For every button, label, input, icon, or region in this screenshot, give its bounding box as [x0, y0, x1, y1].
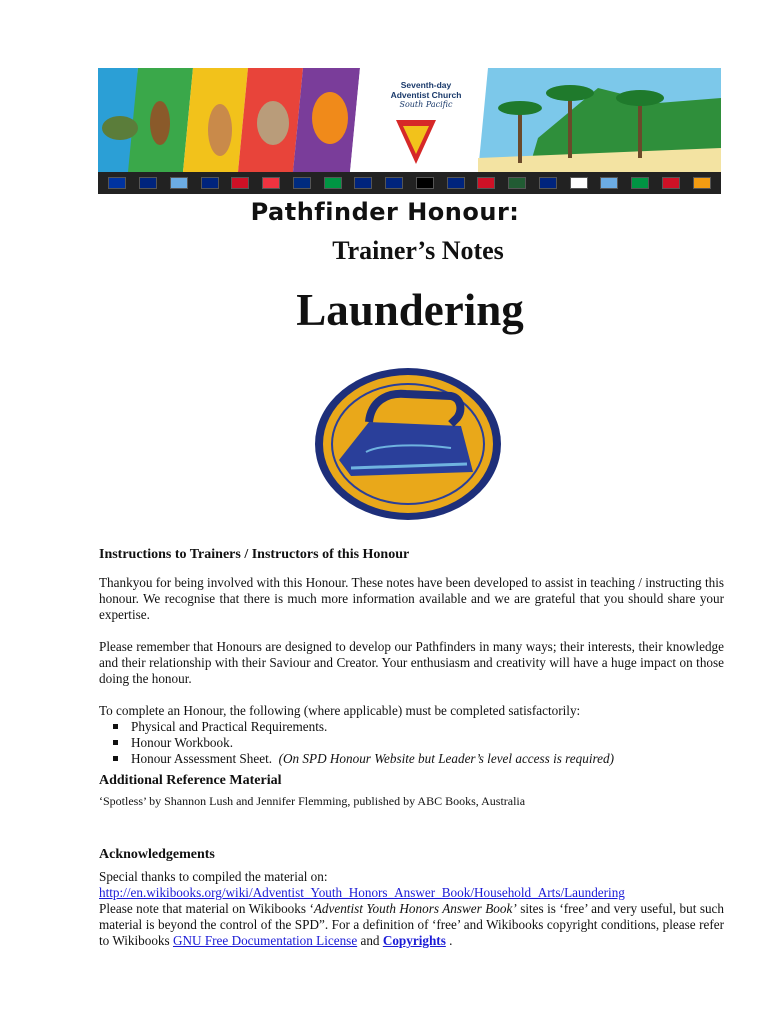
instructions-para-3: To complete an Honour, the following (where applicable) must be completed satisfactorily: — [99, 703, 581, 718]
flag-icon — [293, 177, 311, 189]
instructions-heading: Instructions to Trainers / Instructors of this Honour — [99, 547, 410, 562]
flag-icon — [201, 177, 219, 189]
flag-icon — [693, 177, 711, 189]
note-text-start: Please note that material on Wikibooks ‘ — [99, 901, 314, 916]
flag-icon — [262, 177, 280, 189]
instructions-para-2: Please remember that Honours are designed to develop our Pathfinders in many ways; their interests, their knowledge and their relationship with their Saviour and Creator. Your enthusiasm and creativity will have a huge impact on those doing the honour. — [99, 639, 724, 686]
list-item: Honour Workbook. — [113, 735, 724, 751]
laundering-badge-image — [311, 364, 505, 524]
and-text: and — [357, 933, 383, 948]
page-title: Laundering — [296, 285, 524, 335]
flag-icon — [354, 177, 372, 189]
note-text-middle: sites is ‘free’ and very useful, but such material is beyond the control of the SPD”. For a definition of ‘free’ and Wikibooks copyright conditions, please refer to Wikibooks — [99, 901, 724, 948]
copyrights-link[interactable]: Copyrights — [382, 933, 446, 948]
flag-icon — [570, 177, 588, 189]
flag-icon — [139, 177, 157, 189]
flag-icon — [108, 177, 126, 189]
org-line1: Seventh-day — [400, 80, 452, 90]
note-text-end: . — [445, 933, 453, 948]
reference-heading: Additional Reference Material — [99, 773, 282, 788]
requirements-list — [99, 719, 724, 767]
subtitle: Trainer’s Notes — [332, 236, 504, 265]
book-title: Adventist Youth Honors Answer Book’ — [313, 901, 517, 916]
flag-icon — [600, 177, 618, 189]
church-logo-text — [368, 80, 484, 110]
flag-icon — [170, 177, 188, 189]
acknowledgements-note — [99, 901, 724, 949]
list-item-text: Honour Assessment Sheet. — [131, 751, 273, 766]
wikibooks-source-link[interactable]: http://en.wikibooks.org/wiki/Adventist_Youth_Honors_Answer_Book/Household_Arts/Laundering — [99, 885, 625, 900]
flag-icon — [477, 177, 495, 189]
header-banner — [98, 68, 721, 194]
flag-icon — [631, 177, 649, 189]
org-line2: Adventist Church — [390, 90, 462, 100]
list-item — [113, 751, 724, 767]
flag-icon — [231, 177, 249, 189]
instructions-content — [99, 547, 724, 949]
reference-text: ‘Spotless’ by Shannon Lush and Jennifer Flemming, published by ABC Books, Australia — [99, 794, 526, 808]
flag-icon — [416, 177, 434, 189]
acknowledgements-heading: Acknowledgements — [99, 847, 215, 862]
flag-icon — [447, 177, 465, 189]
flag-icon — [662, 177, 680, 189]
flag-icon — [539, 177, 557, 189]
flag-icon — [385, 177, 403, 189]
flag-icon — [324, 177, 342, 189]
list-item: Physical and Practical Requirements. — [113, 719, 724, 735]
access-note: (On SPD Honour Website but Leader’s level access is required) — [278, 751, 614, 766]
instructions-para-1: Thankyou for being involved with this Honour. These notes have been developed to assist in teaching / instructing this honour. We recognise that there is much more information available and we are grateful that you should share your expertise. — [99, 575, 724, 622]
acknowledgements-line1: Special thanks to compiled the material on: — [99, 869, 328, 884]
flag-icon — [508, 177, 526, 189]
flag-strip — [98, 172, 721, 194]
honour-title: Pathfinder Honour: — [250, 198, 520, 226]
org-script: South Pacific — [399, 100, 453, 109]
gnu-license-link[interactable]: GNU Free Documentation License — [172, 933, 358, 948]
